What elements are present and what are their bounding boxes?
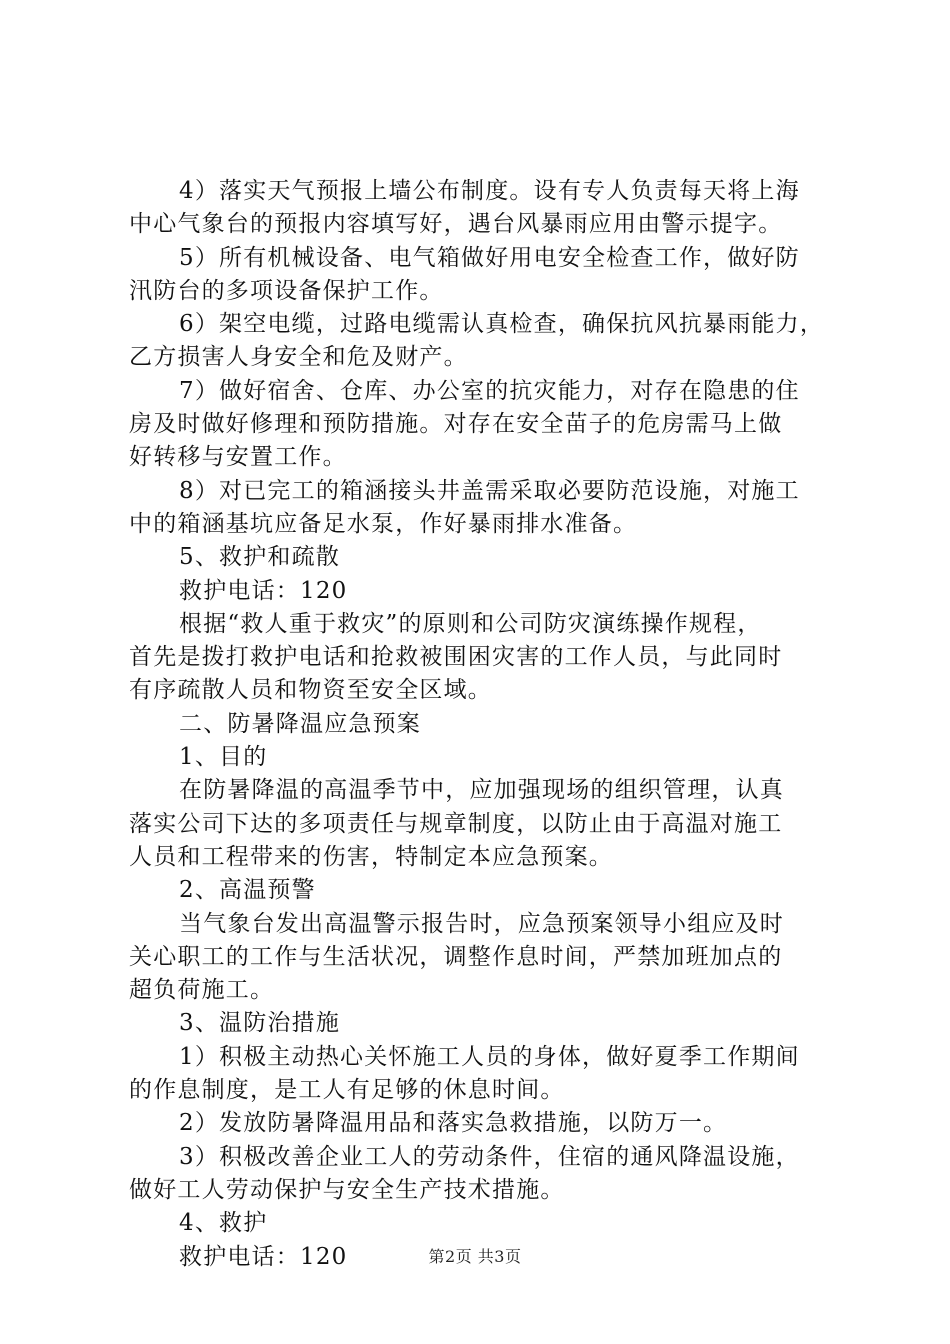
text-line: 落实公司下达的多项责任与规章制度，以防止由于高温对施工 — [129, 810, 783, 837]
text-line: 人员和工程带来的伤害，特制定本应急预案。 — [129, 843, 613, 870]
text-line: 首先是拨打救护电话和抢救被围困灾害的工作人员，与此同时 — [129, 644, 783, 671]
text-line: 的作息制度，是工人有足够的休息时间。 — [129, 1077, 565, 1104]
chapter-heading: 二、防暑降温应急预案 — [179, 710, 421, 737]
text-line: 在防暑降温的高温季节中，应加强现场的组织管理，认真 — [179, 777, 784, 804]
section-heading: 1、目的 — [179, 744, 268, 771]
phone-line: 救护电话：120 — [179, 1243, 348, 1270]
text-line: 好转移与安置工作。 — [129, 444, 347, 471]
text-line: 房及时做好修理和预防措施。对存在安全苗子的危房需马上做 — [129, 411, 783, 438]
page-footer — [0, 1244, 950, 1267]
text-line: 4）落实天气预报上墙公布制度。设有专人负责每天将上海 — [179, 178, 800, 204]
phone-line: 救护电话：120 — [179, 577, 348, 604]
section-heading: 2、高温预警 — [179, 877, 316, 904]
text-line: 当气象台发出高温警示报告时，应急预案领导小组应及时 — [179, 910, 784, 937]
text-line: 汛防台的多项设备保护工作。 — [129, 277, 444, 304]
text-line: 中的箱涵基坑应备足水泵，作好暴雨排水准备。 — [129, 510, 638, 537]
text-line: 中心气象台的预报内容填写好，遇台风暴雨应用由警示提字。 — [129, 211, 783, 238]
text-line: 7）做好宿舍、仓库、办公室的抗灾能力，对存在隐患的住 — [179, 377, 800, 404]
text-line: 3）积极改善企业工人的劳动条件，住宿的通风降温设施， — [179, 1143, 800, 1170]
text-line: 关心职工的工作与生活状况，调整作息时间，严禁加班加点的 — [129, 943, 783, 970]
body-paragraph-block — [129, 175, 835, 1274]
document-body — [129, 175, 835, 1274]
text-line: 做好工人劳动保护与安全生产技术措施。 — [129, 1176, 565, 1203]
section-heading: 4、救护 — [179, 1210, 268, 1237]
text-line: 有序疏散人员和物资至安全区域。 — [129, 677, 492, 704]
section-heading: 5、救护和疏散 — [179, 544, 341, 571]
text-line: 6）架空电缆，过路电缆需认真检查，确保抗风抗暴雨能力， — [179, 311, 825, 338]
page-number-label: 第2页 共3页 — [428, 1247, 522, 1266]
text-line: 超负荷施工。 — [129, 977, 275, 1004]
text-line: 根据“救人重于救灾”的原则和公司防灾演练操作规程， — [179, 610, 762, 637]
section-heading: 3、温防治措施 — [179, 1010, 341, 1037]
text-line: 5）所有机械设备、电气箱做好用电安全检查工作，做好防 — [179, 244, 800, 271]
text-line: 1）积极主动热心关怀施工人员的身体，做好夏季工作期间 — [179, 1043, 800, 1070]
text-line: 8）对已完工的箱涵接头井盖需采取必要防范设施，对施工 — [179, 477, 800, 504]
text-line: 乙方损害人身安全和危及财产。 — [129, 344, 468, 371]
text-line: 2）发放防暑降温用品和落实急救措施，以防万一。 — [179, 1110, 728, 1137]
